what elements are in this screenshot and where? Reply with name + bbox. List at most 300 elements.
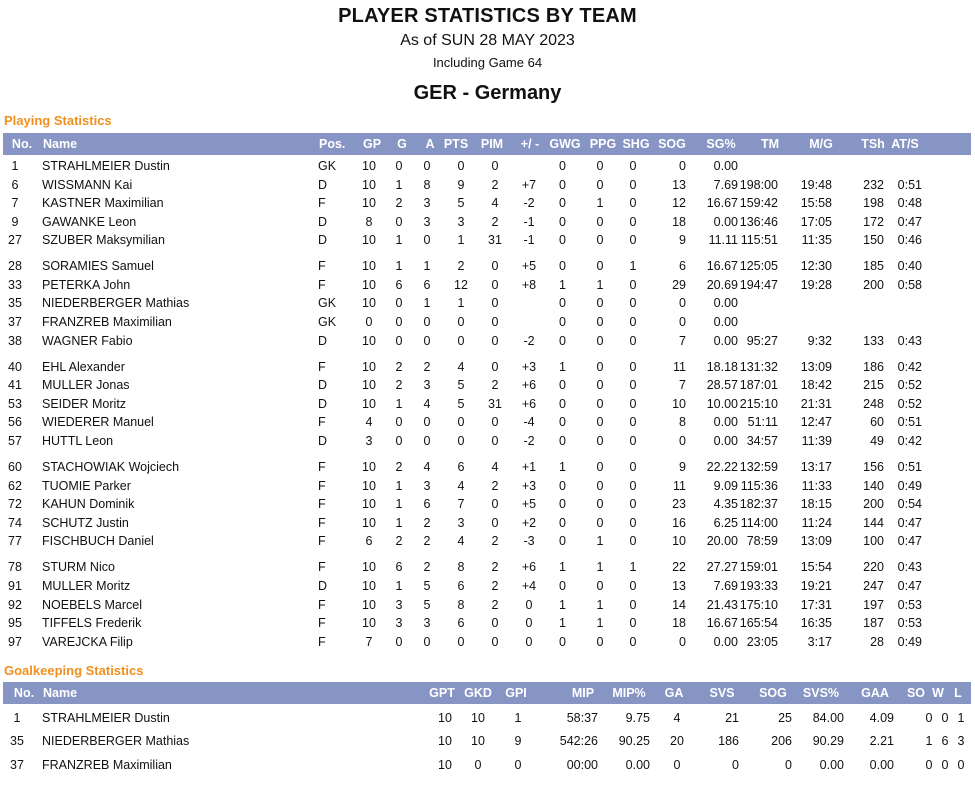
playing-cell-at-s: 0:48 — [897, 196, 922, 210]
playing-cell-pos: D — [318, 215, 328, 229]
goalkeeping-cell-mip: 9.75 — [625, 711, 650, 725]
goalkeeping-cell-sog: 0 — [785, 758, 792, 772]
playing-cell-gp: 3 — [365, 434, 373, 448]
playing-cell-pos: D — [318, 397, 328, 411]
playing-cell-gwg: 0 — [559, 196, 566, 210]
goalkeeping-cell-no: 1 — [13, 711, 21, 725]
playing-cell-g: 1 — [395, 259, 403, 273]
playing-cell-pts: 5 — [457, 397, 465, 411]
playing-cell-tsh: 144 — [863, 516, 884, 530]
goalkeeping-cell-gkd: 0 — [474, 758, 482, 772]
playing-row — [0, 615, 975, 632]
playing-cell-pts: 8 — [457, 560, 465, 574]
playing-cell-name: SEIDER Moritz — [42, 397, 127, 411]
playing-cell-gwg: 1 — [559, 616, 566, 630]
playing-cell-pim: 0 — [491, 434, 499, 448]
playing-cell-at-s: 0:43 — [897, 334, 922, 348]
playing-cell-gp: 10 — [362, 334, 376, 348]
playing-cell-tm: 51:11 — [747, 415, 778, 429]
playing-cell-gp: 10 — [362, 479, 376, 493]
playing-col-tm: TM — [760, 137, 780, 151]
playing-cell-pim: 0 — [491, 296, 499, 310]
playing-cell-gwg: 0 — [559, 215, 566, 229]
playing-cell-tsh: 156 — [863, 460, 884, 474]
playing-cell-tsh: 248 — [863, 397, 884, 411]
playing-cell-pim: 2 — [491, 579, 499, 593]
goalkeeping-col-gpt: GPT — [429, 686, 455, 700]
goalkeeping-col-gkd: GKD — [464, 686, 492, 700]
playing-cell-ppg: 0 — [596, 259, 604, 273]
playing-cell-col: +4 — [521, 579, 537, 593]
playing-row — [0, 433, 975, 450]
playing-cell-col: +6 — [521, 560, 537, 574]
playing-cell-sog: 29 — [672, 278, 686, 292]
playing-cell-gwg: 0 — [559, 397, 566, 411]
goalkeeping-col-svs: SVS — [709, 686, 735, 700]
playing-row — [0, 559, 975, 576]
playing-statistics-title: Playing Statistics — [4, 113, 112, 128]
playing-cell-name: EHL Alexander — [42, 360, 125, 374]
playing-cell-gwg: 0 — [559, 635, 566, 649]
playing-cell-ppg: 1 — [596, 534, 604, 548]
playing-cell-pos: F — [318, 360, 326, 374]
goalkeeping-cell-w: 0 — [941, 758, 949, 772]
playing-cell-gp: 10 — [362, 378, 376, 392]
playing-cell-m-g: 18:15 — [800, 497, 832, 511]
playing-cell-pts: 8 — [457, 598, 465, 612]
playing-cell-g: 3 — [395, 598, 403, 612]
playing-cell-a: 4 — [423, 460, 431, 474]
playing-row — [0, 195, 975, 212]
playing-cell-pim: 0 — [491, 635, 499, 649]
playing-cell-pim: 2 — [491, 479, 499, 493]
playing-cell-ppg: 0 — [596, 378, 604, 392]
playing-cell-g: 2 — [395, 460, 403, 474]
playing-cell-name: TIFFELS Frederik — [42, 616, 142, 630]
playing-cell-sog: 7 — [679, 378, 686, 392]
playing-cell-at-s: 0:53 — [897, 598, 922, 612]
playing-cell-col: -1 — [523, 233, 535, 247]
playing-cell-gwg: 0 — [559, 334, 566, 348]
playing-cell-pos: F — [318, 635, 326, 649]
playing-cell-tm: 132:59 — [739, 460, 778, 474]
playing-cell-tsh: 200 — [863, 497, 884, 511]
playing-cell-at-s: 0:47 — [897, 534, 922, 548]
playing-cell-shg: 0 — [629, 159, 637, 173]
goalkeeping-header-row — [3, 682, 971, 704]
playing-cell-pim: 0 — [491, 315, 499, 329]
playing-cell-sog: 22 — [672, 560, 686, 574]
goalkeeping-col-svs: SVS% — [802, 686, 840, 700]
playing-cell-g: 0 — [395, 635, 403, 649]
playing-cell-a: 3 — [423, 196, 431, 210]
playing-cell-no: 92 — [8, 598, 22, 612]
playing-cell-col: +1 — [521, 460, 537, 474]
playing-cell-shg: 0 — [629, 516, 637, 530]
playing-cell-sog: 11 — [673, 360, 686, 374]
playing-cell-tsh: 185 — [863, 259, 884, 273]
playing-cell-at-s: 0:51 — [897, 460, 922, 474]
playing-cell-no: 37 — [8, 315, 22, 329]
playing-cell-tsh: 220 — [863, 560, 884, 574]
playing-cell-g: 0 — [395, 415, 403, 429]
playing-cell-g: 1 — [395, 479, 403, 493]
playing-row — [0, 177, 975, 194]
playing-cell-gwg: 0 — [559, 259, 566, 273]
playing-cell-tm: 95:27 — [746, 334, 778, 348]
playing-cell-name: STACHOWIAK Wojciech — [42, 460, 180, 474]
playing-cell-col: +3 — [521, 360, 537, 374]
playing-cell-sg: 0.00 — [713, 215, 738, 229]
playing-cell-tsh: 247 — [863, 579, 884, 593]
playing-cell-tm: 125:05 — [739, 259, 778, 273]
playing-cell-tm: 159:42 — [739, 196, 778, 210]
playing-cell-no: 27 — [8, 233, 22, 247]
goalkeeping-cell-mip: 90.25 — [618, 734, 650, 748]
playing-cell-m-g: 13:09 — [800, 360, 832, 374]
playing-cell-g: 0 — [395, 434, 403, 448]
playing-cell-name: FRANZREB Maximilian — [42, 315, 172, 329]
playing-cell-pts: 0 — [457, 159, 465, 173]
as-of-date: As of SUN 28 MAY 2023 — [400, 32, 575, 49]
playing-cell-name: SORAMIES Samuel — [42, 259, 154, 273]
playing-cell-sog: 8 — [679, 415, 686, 429]
goalkeeping-col-l: L — [954, 686, 962, 700]
playing-cell-m-g: 9:32 — [807, 334, 832, 348]
playing-cell-a: 2 — [423, 360, 431, 374]
playing-cell-pos: GK — [318, 296, 337, 310]
playing-cell-pim: 4 — [491, 196, 499, 210]
playing-cell-pim: 31 — [488, 233, 502, 247]
playing-cell-m-g: 11:24 — [801, 516, 832, 530]
playing-col-at-s: AT/S — [891, 137, 919, 151]
playing-cell-pos: D — [318, 233, 328, 247]
playing-cell-tm: 131:32 — [739, 360, 778, 374]
playing-cell-pos: F — [318, 196, 326, 210]
playing-cell-pts: 7 — [457, 497, 465, 511]
playing-cell-ppg: 0 — [596, 397, 604, 411]
playing-cell-shg: 0 — [629, 397, 637, 411]
playing-cell-pim: 2 — [491, 598, 499, 612]
playing-cell-gp: 10 — [362, 598, 376, 612]
playing-cell-at-s: 0:47 — [897, 516, 922, 530]
playing-cell-ppg: 0 — [596, 434, 604, 448]
playing-cell-at-s: 0:51 — [897, 178, 922, 192]
playing-row — [0, 396, 975, 413]
playing-cell-pim: 0 — [491, 516, 499, 530]
playing-cell-no: 74 — [8, 516, 22, 530]
goalkeeping-col-gaa: GAA — [861, 686, 889, 700]
playing-cell-pts: 0 — [457, 635, 465, 649]
goalkeeping-cell-so: 0 — [925, 711, 933, 725]
playing-cell-g: 1 — [395, 579, 403, 593]
playing-row — [0, 414, 975, 431]
playing-cell-no: 6 — [11, 178, 19, 192]
goalkeeping-cell-svs: 21 — [725, 711, 739, 725]
playing-cell-m-g: 3:17 — [807, 635, 832, 649]
playing-cell-m-g: 19:21 — [800, 579, 832, 593]
playing-cell-pos: F — [318, 497, 326, 511]
playing-cell-sog: 6 — [679, 259, 686, 273]
playing-col-gp: GP — [362, 137, 382, 151]
playing-cell-at-s: 0:42 — [897, 434, 922, 448]
playing-cell-g: 3 — [395, 616, 403, 630]
playing-col-sog: SOG — [658, 137, 686, 151]
goalkeeping-cell-gpt: 10 — [438, 711, 452, 725]
playing-cell-m-g: 13:09 — [800, 534, 832, 548]
playing-cell-tm: 115:51 — [740, 233, 778, 247]
playing-cell-m-g: 15:58 — [800, 196, 832, 210]
goalkeeping-cell-gaa: 2.21 — [869, 734, 894, 748]
playing-cell-col: -2 — [523, 334, 535, 348]
playing-cell-pos: D — [318, 434, 328, 448]
playing-cell-no: 56 — [8, 415, 22, 429]
playing-cell-gwg: 0 — [559, 534, 566, 548]
playing-row — [0, 515, 975, 532]
playing-row — [0, 459, 975, 476]
playing-cell-tm: 136:46 — [739, 215, 778, 229]
playing-cell-sg: 0.00 — [713, 415, 738, 429]
playing-cell-col: +3 — [521, 479, 537, 493]
playing-cell-pos: D — [318, 334, 328, 348]
goalkeeping-cell-gpt: 10 — [438, 758, 452, 772]
playing-cell-pts: 0 — [457, 334, 465, 348]
playing-cell-m-g: 17:05 — [800, 215, 832, 229]
playing-cell-tsh: 198 — [863, 196, 884, 210]
playing-cell-shg: 0 — [629, 434, 637, 448]
playing-cell-sg: 0.00 — [713, 334, 738, 348]
playing-cell-gp: 7 — [365, 635, 373, 649]
playing-col-pim: PIM — [480, 137, 504, 151]
playing-cell-sog: 13 — [672, 579, 686, 593]
playing-cell-a: 0 — [423, 415, 431, 429]
playing-cell-shg: 1 — [629, 259, 637, 273]
playing-cell-gp: 10 — [362, 616, 376, 630]
playing-cell-ppg: 0 — [596, 497, 604, 511]
playing-cell-sg: 16.67 — [706, 259, 738, 273]
playing-cell-sog: 9 — [679, 460, 686, 474]
playing-cell-sg: 0.00 — [713, 296, 738, 310]
goalkeeping-cell-name: NIEDERBERGER Mathias — [42, 734, 190, 748]
playing-cell-no: 60 — [8, 460, 22, 474]
playing-cell-gp: 6 — [365, 534, 373, 548]
playing-cell-pts: 0 — [457, 315, 465, 329]
playing-cell-name: MULLER Moritz — [42, 579, 131, 593]
playing-cell-no: 38 — [8, 334, 22, 348]
playing-cell-ppg: 1 — [596, 196, 604, 210]
playing-cell-sog: 0 — [679, 635, 686, 649]
playing-cell-sg: 7.69 — [713, 579, 738, 593]
playing-cell-name: KASTNER Maximilian — [42, 196, 164, 210]
playing-cell-gp: 10 — [362, 278, 376, 292]
playing-cell-gp: 8 — [365, 215, 373, 229]
playing-cell-shg: 0 — [629, 233, 637, 247]
playing-cell-at-s: 0:47 — [897, 579, 922, 593]
playing-cell-a: 1 — [423, 259, 431, 273]
playing-cell-sog: 0 — [679, 296, 686, 310]
playing-cell-col: -2 — [523, 434, 535, 448]
goalkeeping-row — [0, 733, 975, 750]
playing-cell-m-g: 19:28 — [800, 278, 832, 292]
goalkeeping-cell-gaa: 0.00 — [869, 758, 894, 772]
playing-cell-no: 91 — [8, 579, 22, 593]
playing-cell-sog: 14 — [672, 598, 686, 612]
playing-cell-pts: 4 — [457, 479, 465, 493]
playing-cell-name: STRAHLMEIER Dustin — [42, 159, 170, 173]
playing-col-pos: Pos. — [319, 137, 346, 151]
playing-cell-ppg: 0 — [596, 460, 604, 474]
playing-cell-tm: 182:37 — [739, 497, 778, 511]
playing-cell-sg: 6.25 — [713, 516, 738, 530]
playing-cell-m-g: 18:42 — [800, 378, 832, 392]
playing-cell-pim: 0 — [491, 360, 499, 374]
playing-cell-gwg: 1 — [559, 278, 566, 292]
playing-cell-pos: F — [318, 616, 326, 630]
playing-cell-tsh: 215 — [863, 378, 884, 392]
playing-cell-at-s: 0:42 — [897, 360, 922, 374]
playing-cell-name: KAHUN Dominik — [42, 497, 135, 511]
playing-cell-col: +8 — [521, 278, 537, 292]
playing-cell-m-g: 11:33 — [801, 479, 832, 493]
playing-cell-at-s: 0:53 — [897, 616, 922, 630]
playing-cell-shg: 0 — [629, 196, 637, 210]
playing-col-m-g: M/G — [809, 137, 833, 151]
goalkeeping-cell-no: 35 — [10, 734, 24, 748]
playing-cell-g: 0 — [395, 315, 403, 329]
playing-cell-ppg: 0 — [596, 360, 604, 374]
playing-cell-a: 3 — [423, 215, 431, 229]
playing-row — [0, 214, 975, 231]
playing-cell-ppg: 0 — [596, 215, 604, 229]
playing-cell-sog: 7 — [679, 334, 686, 348]
playing-cell-gwg: 0 — [559, 378, 566, 392]
playing-row — [0, 277, 975, 294]
playing-col-shg: SHG — [622, 137, 650, 151]
playing-cell-tsh: 172 — [863, 215, 884, 229]
playing-cell-sg: 18.18 — [706, 360, 738, 374]
playing-cell-g: 6 — [395, 560, 403, 574]
playing-cell-shg: 0 — [629, 598, 637, 612]
playing-cell-no: 35 — [8, 296, 22, 310]
playing-cell-name: STURM Nico — [42, 560, 115, 574]
playing-cell-gp: 10 — [362, 233, 376, 247]
goalkeeping-cell-gpi: 9 — [514, 734, 522, 748]
goalkeeping-cell-mip: 542:26 — [559, 734, 598, 748]
playing-cell-name: TUOMIE Parker — [42, 479, 131, 493]
playing-cell-name: PETERKA John — [42, 278, 131, 292]
playing-cell-at-s: 0:46 — [897, 233, 922, 247]
playing-col-g: G — [397, 137, 407, 151]
goalkeeping-col-gpi: GPI — [505, 686, 527, 700]
playing-cell-gwg: 0 — [559, 315, 566, 329]
playing-cell-a: 5 — [423, 579, 431, 593]
goalkeeping-cell-no: 37 — [10, 758, 24, 772]
playing-cell-m-g: 19:48 — [800, 178, 832, 192]
playing-cell-col: +6 — [521, 378, 537, 392]
playing-cell-pim: 2 — [491, 560, 499, 574]
playing-cell-shg: 0 — [629, 616, 637, 630]
playing-cell-pim: 2 — [491, 215, 499, 229]
playing-cell-no: 1 — [11, 159, 19, 173]
playing-cell-shg: 0 — [629, 378, 637, 392]
playing-cell-sg: 7.69 — [713, 178, 738, 192]
playing-cell-a: 0 — [423, 233, 431, 247]
goalkeeping-col-sog: SOG — [759, 686, 787, 700]
goalkeeping-col-name: Name — [43, 686, 78, 700]
playing-cell-a: 1 — [423, 296, 431, 310]
playing-cell-g: 0 — [395, 215, 403, 229]
playing-cell-a: 3 — [423, 479, 431, 493]
playing-cell-pos: GK — [318, 159, 337, 173]
playing-cell-shg: 0 — [629, 215, 637, 229]
playing-cell-gwg: 1 — [559, 560, 566, 574]
playing-cell-a: 6 — [423, 278, 431, 292]
goalkeeping-row — [0, 710, 975, 727]
playing-cell-a: 0 — [423, 334, 431, 348]
playing-cell-tm: 78:59 — [746, 534, 778, 548]
playing-cell-tsh: 28 — [870, 635, 884, 649]
playing-cell-gp: 10 — [362, 196, 376, 210]
playing-cell-gwg: 0 — [559, 415, 566, 429]
playing-cell-a: 0 — [423, 315, 431, 329]
goalkeeping-col-ga: GA — [664, 686, 684, 700]
playing-cell-ppg: 0 — [596, 635, 604, 649]
playing-cell-col: 0 — [525, 635, 533, 649]
playing-cell-no: 97 — [8, 635, 22, 649]
playing-cell-a: 0 — [423, 635, 431, 649]
playing-cell-sog: 10 — [672, 397, 686, 411]
goalkeeping-cell-so: 0 — [925, 758, 933, 772]
playing-cell-pts: 9 — [457, 178, 465, 192]
playing-row — [0, 258, 975, 275]
playing-cell-no: 9 — [11, 215, 19, 229]
playing-cell-pts: 1 — [457, 233, 465, 247]
playing-cell-ppg: 0 — [596, 296, 604, 310]
playing-cell-tm: 193:33 — [739, 579, 778, 593]
playing-cell-pos: F — [318, 278, 326, 292]
playing-cell-gp: 10 — [362, 296, 376, 310]
playing-cell-name: SZUBER Maksymilian — [42, 233, 165, 247]
playing-cell-sog: 11 — [673, 479, 686, 493]
playing-col-tsh: TSh — [861, 137, 885, 151]
playing-cell-col: -3 — [523, 534, 535, 548]
playing-cell-name: FISCHBUCH Daniel — [42, 534, 154, 548]
playing-cell-sog: 0 — [679, 434, 686, 448]
playing-row — [0, 597, 975, 614]
playing-cell-gp: 10 — [362, 397, 376, 411]
playing-col-no: No. — [11, 137, 33, 151]
playing-cell-pos: F — [318, 534, 326, 548]
playing-cell-no: 7 — [11, 196, 19, 210]
playing-cell-gp: 10 — [362, 159, 376, 173]
playing-cell-sg: 0.00 — [713, 635, 738, 649]
playing-cell-pim: 2 — [491, 534, 499, 548]
playing-cell-col: +7 — [521, 178, 537, 192]
playing-cell-tm: 165:54 — [739, 616, 778, 630]
playing-cell-name: VAREJCKA Filip — [42, 635, 133, 649]
playing-cell-gwg: 0 — [559, 296, 566, 310]
playing-col-ppg: PPG — [589, 137, 617, 151]
playing-cell-sg: 20.69 — [706, 278, 738, 292]
playing-cell-no: 95 — [8, 616, 22, 630]
playing-cell-gwg: 0 — [559, 479, 566, 493]
playing-cell-sg: 11.11 — [708, 233, 738, 247]
playing-cell-tsh: 140 — [863, 479, 884, 493]
playing-cell-no: 77 — [8, 534, 22, 548]
playing-cell-pim: 0 — [491, 415, 499, 429]
playing-cell-pts: 3 — [457, 516, 465, 530]
playing-cell-tsh: 197 — [863, 598, 884, 612]
